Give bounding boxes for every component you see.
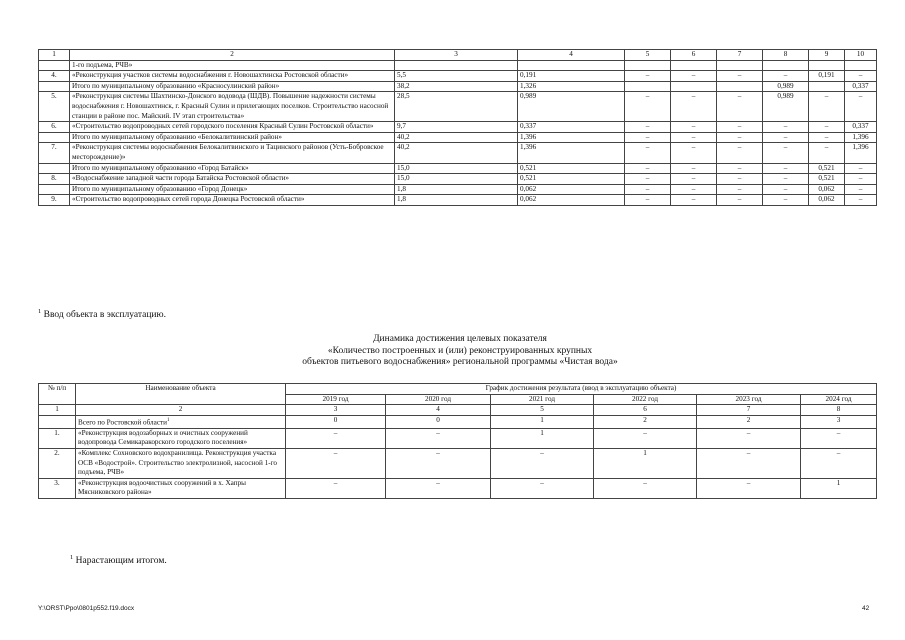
dynamics-table xyxy=(38,383,877,499)
value-cell xyxy=(518,60,625,71)
year-value: – xyxy=(386,478,491,498)
year-value: 1 xyxy=(594,448,697,478)
value-cell: 0,062 xyxy=(809,184,845,195)
value-cell: – xyxy=(809,122,845,133)
value-cell: 0,337 xyxy=(845,81,877,92)
value-cell: – xyxy=(671,143,717,163)
year-value: – xyxy=(697,448,801,478)
header-number: № п/п xyxy=(39,384,76,405)
column-number: 5 xyxy=(491,405,594,416)
object-name: «Водоснабжение западной части города Батайска Ростовской области» xyxy=(70,174,395,185)
total-value: 0 xyxy=(286,415,386,428)
object-name: Итого по муниципальному образованию «Город Батайск» xyxy=(70,163,395,174)
value-cell: – xyxy=(763,132,809,143)
table-row xyxy=(39,81,877,92)
value-cell: – xyxy=(763,174,809,185)
value-cell: – xyxy=(671,71,717,82)
value-cell: 0,062 xyxy=(809,195,845,206)
value-cell: – xyxy=(845,163,877,174)
footnote-cumulative: $^1$ Нарастающим итогом. xyxy=(70,553,167,566)
value-cell: – xyxy=(845,71,877,82)
value-cell xyxy=(625,81,671,92)
value-cell: – xyxy=(625,174,671,185)
value-cell: 0,521 xyxy=(809,163,845,174)
year-value: – xyxy=(594,478,697,498)
value-cell: – xyxy=(625,163,671,174)
object-name: «Реконструкция водозаборных и очистных сооружений водопровода Семикаракорского городского поселения» xyxy=(76,428,286,448)
column-number: 7 xyxy=(697,405,801,416)
object-name: «Строительство водопроводных сетей города Донецка Ростовской области» xyxy=(70,195,395,206)
objects-table xyxy=(38,49,877,206)
total-value: 2 xyxy=(697,415,801,428)
object-name: «Строительство водопроводных сетей городского поселения Красный Сулин Ростовской области» xyxy=(70,122,395,133)
header-row xyxy=(39,50,877,61)
column-number: 2 xyxy=(76,405,286,416)
year-value: – xyxy=(286,448,386,478)
value-cell: – xyxy=(671,132,717,143)
value-cell: – xyxy=(625,92,671,122)
file-path: Y:\ORST\Ppo\0801p552.f19.docx xyxy=(38,605,135,612)
value-cell: – xyxy=(845,174,877,185)
row-number xyxy=(39,184,70,195)
value-cell: 1,396 xyxy=(518,132,625,143)
table-row xyxy=(39,122,877,133)
column-number: 8 xyxy=(801,405,877,416)
header-cell: 8 xyxy=(763,50,809,61)
header-cell: 10 xyxy=(845,50,877,61)
year-value: – xyxy=(386,428,491,448)
value-cell: – xyxy=(763,195,809,206)
year-header: 2023 год xyxy=(697,394,801,405)
header-schedule: График достижения результата (ввод в эксплуатацию объекта) xyxy=(286,384,877,395)
value-cell xyxy=(671,60,717,71)
value-cell: – xyxy=(809,132,845,143)
value-cell xyxy=(809,81,845,92)
header-cell: 6 xyxy=(671,50,717,61)
value-cell: 1,396 xyxy=(518,143,625,163)
year-value: – xyxy=(801,428,877,448)
object-name: «Реконструкция системы водоснабжения Белокалитвинского и Тацинского районов (Усть-Бобровское месторождение)» xyxy=(70,143,395,163)
value-cell xyxy=(671,81,717,92)
object-name: «Комплекс Сохновского водохранилища. Реконструкция участка ОСВ «Водострой». Строительство электролизной, насосной 1-го подъема, РЧВ» xyxy=(76,448,286,478)
year-value: – xyxy=(697,428,801,448)
value-cell: 0,521 xyxy=(518,174,625,185)
total-number xyxy=(39,415,76,428)
value-cell: – xyxy=(717,122,763,133)
value-cell: 0,521 xyxy=(518,163,625,174)
total-value: 1 xyxy=(491,415,594,428)
value-cell: – xyxy=(763,71,809,82)
value-cell xyxy=(763,60,809,71)
header-cell: 3 xyxy=(395,50,518,61)
year-value: – xyxy=(386,448,491,478)
object-name: «Реконструкция системы Шахтинско-Донского водовода (ШДВ). Повышение надежности системы водоснабжения г. Новошахтинск, г. Красный Сулин и прилегающих поселков. Строительство насосной станции в районе пос. Майский. IV этап строительства» xyxy=(70,92,395,122)
value-cell: 0,191 xyxy=(809,71,845,82)
value-cell: – xyxy=(625,122,671,133)
year-value: – xyxy=(697,478,801,498)
header-cell: 5 xyxy=(625,50,671,61)
year-header: 2021 год xyxy=(491,394,594,405)
value-cell: – xyxy=(717,195,763,206)
value-cell: – xyxy=(845,92,877,122)
column-number: 6 xyxy=(594,405,697,416)
value-cell: – xyxy=(625,143,671,163)
value-cell: 0,521 xyxy=(809,174,845,185)
row-number: 2. xyxy=(39,448,76,478)
year-header: 2024 год xyxy=(801,394,877,405)
page-number: 42 xyxy=(862,605,870,612)
year-header: 2020 год xyxy=(386,394,491,405)
value-cell: 0,191 xyxy=(518,71,625,82)
value-cell: – xyxy=(717,132,763,143)
value-cell: – xyxy=(717,163,763,174)
header-object-name: Наименование объекта xyxy=(76,384,286,405)
row-number: 4. xyxy=(39,71,70,82)
year-header: 2019 год xyxy=(286,394,386,405)
value-cell: – xyxy=(671,195,717,206)
column-number: 4 xyxy=(386,405,491,416)
value-cell xyxy=(395,60,518,71)
value-cell: – xyxy=(671,122,717,133)
value-cell: 1,396 xyxy=(845,143,877,163)
value-cell: – xyxy=(625,195,671,206)
row-number xyxy=(39,81,70,92)
year-value: – xyxy=(286,478,386,498)
section-title: Динамика достижения целевых показателя «Количество построенных и (или) реконструированных крупных объектов питьевого водоснабжения» региональной программы «Чистая вода» xyxy=(302,334,618,367)
value-cell: – xyxy=(845,195,877,206)
year-value: – xyxy=(594,428,697,448)
value-cell xyxy=(717,81,763,92)
value-cell xyxy=(717,60,763,71)
value-cell: 40,2 xyxy=(395,143,518,163)
value-cell: – xyxy=(625,132,671,143)
value-cell: 38,2 xyxy=(395,81,518,92)
value-cell: 1,326 xyxy=(518,81,625,92)
row-number xyxy=(39,132,70,143)
value-cell: – xyxy=(809,92,845,122)
year-value: – xyxy=(491,478,594,498)
value-cell: 0,337 xyxy=(518,122,625,133)
header-cell: 2 xyxy=(70,50,395,61)
value-cell: 5,5 xyxy=(395,71,518,82)
header-cell: 9 xyxy=(809,50,845,61)
table-row xyxy=(39,448,877,478)
footnote-commissioning: $^1$ Ввод объекта в эксплуатацию. xyxy=(38,307,166,320)
value-cell: – xyxy=(763,143,809,163)
table-row xyxy=(39,71,877,82)
table-row xyxy=(39,478,877,498)
value-cell: 28,5 xyxy=(395,92,518,122)
value-cell: – xyxy=(717,184,763,195)
table-row xyxy=(39,428,877,448)
row-number: 6. xyxy=(39,122,70,133)
value-cell xyxy=(845,60,877,71)
value-cell: – xyxy=(671,92,717,122)
value-cell: 40,2 xyxy=(395,132,518,143)
value-cell xyxy=(625,60,671,71)
header-cell: 1 xyxy=(39,50,70,61)
year-header: 2022 год xyxy=(594,394,697,405)
value-cell xyxy=(809,60,845,71)
value-cell: – xyxy=(845,184,877,195)
total-value: 2 xyxy=(594,415,697,428)
table-row xyxy=(39,163,877,174)
value-cell: – xyxy=(671,174,717,185)
object-name: Итого по муниципальному образованию «Город Донецк» xyxy=(70,184,395,195)
value-cell: 0,337 xyxy=(845,122,877,133)
object-name: Итого по муниципальному образованию «Красносулинский район» xyxy=(70,81,395,92)
value-cell: – xyxy=(625,184,671,195)
row-number: 5. xyxy=(39,92,70,122)
row-number: 1. xyxy=(39,428,76,448)
value-cell: – xyxy=(717,71,763,82)
value-cell: 0,062 xyxy=(518,195,625,206)
total-label xyxy=(76,415,286,428)
year-value: – xyxy=(491,448,594,478)
table-row xyxy=(39,143,877,163)
table-row xyxy=(39,195,877,206)
object-name: «Реконструкция участков системы водоснабжения г. Новошахтинска Ростовской области» xyxy=(70,71,395,82)
table-row xyxy=(39,92,877,122)
row-number xyxy=(39,163,70,174)
total-value: 3 xyxy=(801,415,877,428)
value-cell: – xyxy=(717,174,763,185)
value-cell: – xyxy=(763,184,809,195)
value-cell: – xyxy=(671,163,717,174)
value-cell: – xyxy=(625,71,671,82)
year-value: – xyxy=(286,428,386,448)
object-name: 1-го подъема, РЧВ» xyxy=(70,60,395,71)
value-cell: 1,8 xyxy=(395,195,518,206)
value-cell: 9,7 xyxy=(395,122,518,133)
table-row xyxy=(39,184,877,195)
value-cell: 0,989 xyxy=(518,92,625,122)
row-number: 8. xyxy=(39,174,70,185)
value-cell: – xyxy=(717,92,763,122)
row-number: 9. xyxy=(39,195,70,206)
total-label-text: Всего по Ростовской области xyxy=(78,418,168,427)
value-cell: 15,0 xyxy=(395,174,518,185)
total-value: 0 xyxy=(386,415,491,428)
value-cell: 1,8 xyxy=(395,184,518,195)
value-cell: – xyxy=(809,143,845,163)
value-cell: 15,0 xyxy=(395,163,518,174)
value-cell: – xyxy=(763,122,809,133)
table-row xyxy=(39,60,877,71)
year-value: 1 xyxy=(491,428,594,448)
value-cell: – xyxy=(717,143,763,163)
object-name: «Реконструкция водоочистных сооружений в х. Хапры Мясниковского района» xyxy=(76,478,286,498)
value-cell: 0,062 xyxy=(518,184,625,195)
object-name: Итого по муниципальному образованию «Белокалитвинский район» xyxy=(70,132,395,143)
header-cell: 7 xyxy=(717,50,763,61)
total-footnote-mark: 1 xyxy=(167,417,170,423)
row-number: 7. xyxy=(39,143,70,163)
year-value: – xyxy=(801,448,877,478)
row-number xyxy=(39,60,70,71)
year-value: 1 xyxy=(801,478,877,498)
value-cell: – xyxy=(763,163,809,174)
value-cell: – xyxy=(671,184,717,195)
header-cell: 4 xyxy=(518,50,625,61)
value-cell: 0,989 xyxy=(763,92,809,122)
column-number: 3 xyxy=(286,405,386,416)
table-row xyxy=(39,174,877,185)
value-cell: 1,396 xyxy=(845,132,877,143)
row-number: 3. xyxy=(39,478,76,498)
column-number: 1 xyxy=(39,405,76,416)
value-cell: 0,989 xyxy=(763,81,809,92)
table-row xyxy=(39,132,877,143)
